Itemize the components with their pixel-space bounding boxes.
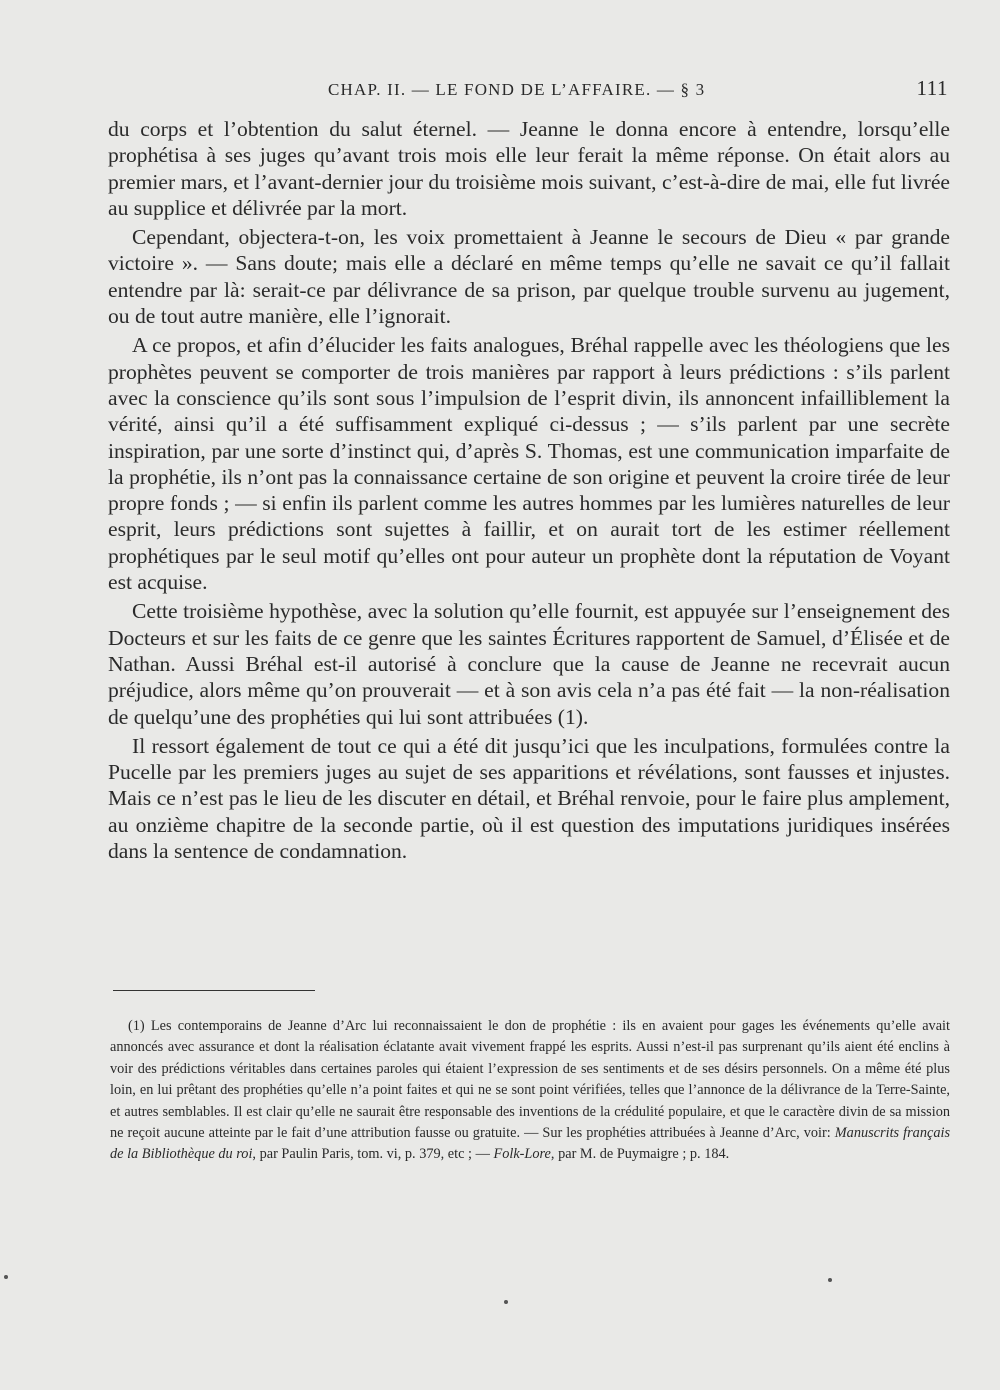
footnote (110, 1016, 950, 1166)
footnote-divider (113, 990, 315, 991)
print-speck (4, 1275, 8, 1279)
footnote-text-after: , par M. de Puymaigre ; p. 184. (550, 1146, 730, 1163)
footnote-text (110, 1016, 950, 1166)
page-number: 111 (916, 76, 948, 100)
paragraph-2: Cependant, objectera-t-on, les voix promettaient à Jeanne le secours de Dieu « par grande victoire ». — Sans doute; mais elle a déclaré en même temps qu’elle ne savait ce qu’il fallait entendre par là: serait-ce par délivrance de sa prison, par quelque trouble survenu au jugement, ou de tout autre manière, elle l’ignorait. (108, 225, 950, 329)
footnote-reference-title-2: Folk-Lore (493, 1146, 551, 1163)
body-text (108, 116, 950, 867)
paragraph-4: Cette troisième hypothèse, avec la solution qu’elle fournit, est appuyée sur l’enseignement des Docteurs et sur les faits de ce genre que les saintes Écritures rapportent de Samuel, d’Élisée et de Nathan. Aussi Bréhal est-il autorisé à conclure que la cause de Jeanne ne recevrait aucun préjudice, alors même qu’on prouverait — et à son avis cela n’a pas été fait — la non-réalisation de quelqu’une des prophéties qui lui sont attribuées (1). (108, 599, 950, 729)
footnote-text-middle: , par Paulin Paris, tom. vi, p. 379, etc ; — (252, 1146, 494, 1163)
paragraph-3: A ce propos, et afin d’élucider les faits analogues, Bréhal rappelle avec les théologiens que les prophètes peuvent se comporter de trois manières par rapport à leurs prédictions : s’ils parlent avec la conscience qu’ils sont sous l’impulsion de l’esprit divin, ils annoncent infailliblement la vérité, ainsi qu’il a été suffisamment expliqué ci-dessus ; — s’ils parlent par une secrète inspiration, par une sorte d’instinct qui, d’après S. Thomas, est une communication imparfaite de la prophétie, ils n’ont pas la connaissance certaine de son origine et peuvent la croire tirée de leur propre fonds ; — si enfin ils parlent comme les autres hommes par les lumières naturelles de leur esprit, leurs prédictions sont sujettes à faillir, et on aurait tort de les estimer réellement prophétiques par le seul motif qu’elles ont pour auteur un prophète dont la réputation de Voyant est acquise. (108, 333, 950, 595)
print-speck (828, 1278, 832, 1282)
footnote-text-before: (1) Les contemporains de Jeanne d’Arc lui reconnaissaient le don de prophétie : ils en avaient pour gages les événements qu’elle avait annoncés avec assurance et dont la réalisation éclatante avait vivement frappé les esprits. Aussi n’est-il pas surprenant qu’ils aient été enclins à voir des prédictions véritables dans certaines paroles qui étaient l’expression de ses sentiments et de ses désirs personnels. On a même été plus loin, en lui prêtant des prophéties qu’elle n’a point faites et qui ne se sont point vérifiées, telles que l’annonce de la délivrance de la Terre-Sainte, et autres semblables. Il est clair qu’elle ne saurait être responsable des inventions de la crédulité populaire, et que le caractère divin de sa mission ne reçoit aucune atteinte par le fait d’une attribution fausse ou gratuite. — Sur les prophéties attribuées à Jeanne d’Arc, voir: (110, 1018, 950, 1142)
footnote-reference-title-1: Manuscrits français de la Bibliothèque du roi (110, 1125, 951, 1163)
print-speck (504, 1300, 508, 1304)
paragraph-1: du corps et l’obtention du salut éternel. — Jeanne le donna encore à entendre, lorsqu’elle prophétisa à ses juges qu’avant trois mois elle leur ferait la même réponse. On était alors au premier mars, et l’avant-dernier jour du troisième mois suivant, c’est-à-dire de mai, elle fut livrée au supplice et délivrée par la mort. (108, 117, 950, 220)
running-head (108, 76, 950, 106)
paragraph-5: Il ressort également de tout ce qui a été dit jusqu’ici que les inculpations, formulées contre la Pucelle par les premiers juges au sujet de ses apparitions et révélations, sont fausses et injustes. Mais ce n’est pas le lieu de les discuter en détail, et Bréhal renvoie, pour le faire plus amplement, au onzième chapitre de la seconde partie, où il est question des imputations juridiques insérées dans la sentence de condamnation. (108, 733, 950, 864)
chapter-title: CHAP. II. — LE FOND DE L’AFFAIRE. — § 3 (328, 80, 706, 99)
